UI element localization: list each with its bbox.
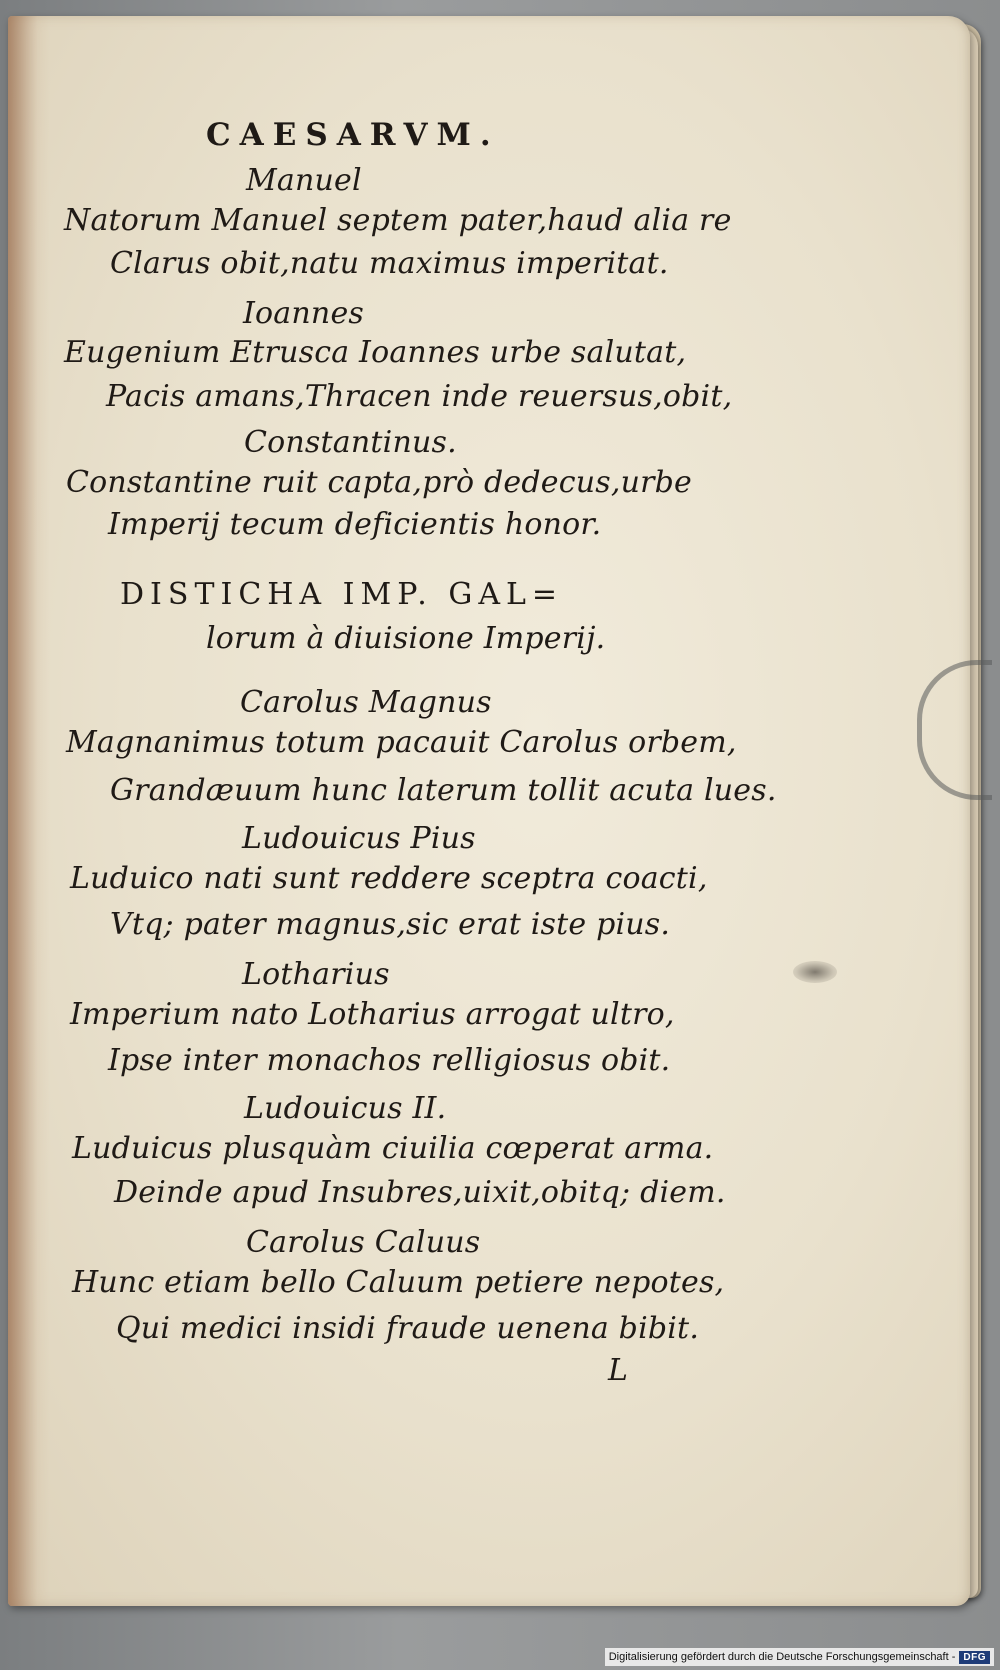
catchword: L [608, 1353, 629, 1388]
verse-line: Deinde apud Insubres,uixit,obitq; diem. [114, 1175, 726, 1210]
dfg-logo: DFG [959, 1651, 990, 1664]
verse-line: Luduico nati sunt reddere sceptra coacti, [70, 861, 708, 896]
verse-line: Ipse inter monachos relligiosus obit. [108, 1043, 671, 1078]
verse-line: Imperium nato Lotharius arrogat ultro, [70, 997, 675, 1032]
section-subtitle: lorum à diuisione Imperij. [206, 621, 606, 656]
verse-line: Vtq; pater magnus,sic erat iste pius. [110, 907, 671, 942]
verse-line: Constantinus. [244, 425, 457, 460]
verse-line: Ioannes [243, 296, 364, 331]
spine-shadow [8, 16, 50, 1606]
verse-line: Qui medici insidi fraude uenena bibit. [116, 1311, 700, 1346]
emperor-name: Ludouicus Pius [242, 821, 476, 856]
verse-line: Constantine ruit capta,prò dedecus,urbe [66, 465, 693, 500]
digitization-credit [605, 1648, 994, 1666]
verse-line: Natorum Manuel septem pater,haud alia re [64, 203, 732, 238]
verse-line: Eugenium Etrusca Ioannes urbe salutat, [64, 335, 687, 370]
running-heading: CAESARVM. [206, 117, 500, 153]
verse-line: Grandæuum hunc laterum tollit acuta lues. [110, 773, 777, 808]
verse-line: Imperij tecum deficientis honor. [108, 507, 602, 542]
credit-text: Digitalisierung gefördert durch die Deutsche Forschungsgemeinschaft - [608, 1651, 956, 1663]
emperor-name: Carolus Caluus [246, 1225, 481, 1260]
verse-line: Magnanimus totum pacauit Carolus orbem, [66, 725, 737, 760]
verse-line: Hunc etiam bello Caluum petiere nepotes, [72, 1265, 725, 1300]
section-title: DISTICHA IMP. GAL= [120, 577, 564, 612]
verse-line: Clarus obit,natu maximus imperitat. [110, 246, 669, 281]
verse-line: Luduicus plusquàm ciuilia cœperat arma. [72, 1131, 714, 1166]
emperor-name: Lotharius [242, 957, 390, 992]
emperor-name: Ludouicus II. [244, 1091, 447, 1126]
verse-line: Manuel [246, 163, 362, 198]
emperor-name: Carolus Magnus [240, 685, 492, 720]
book-page [8, 16, 970, 1606]
ink-stain [793, 961, 837, 983]
verse-line: Pacis amans,Thracen inde reuersus,obit, [106, 379, 733, 414]
